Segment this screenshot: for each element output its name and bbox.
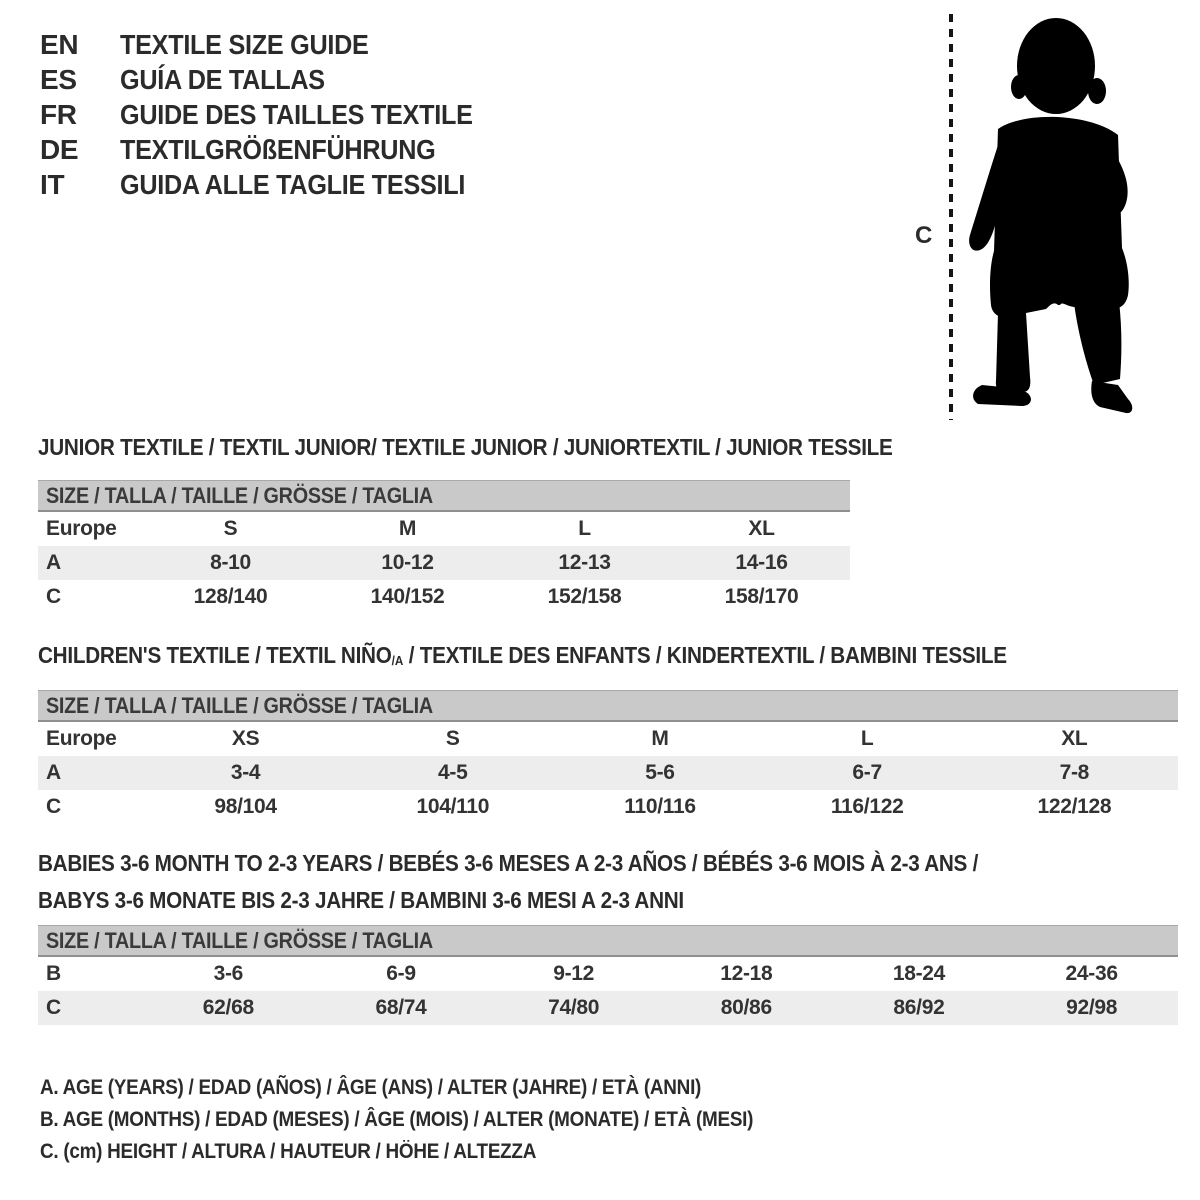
- size-value: S: [445, 727, 460, 750]
- guide-title-en: TEXTILE SIZE GUIDE: [120, 29, 369, 60]
- junior-row-europe: [38, 512, 850, 546]
- babies-row-c: [38, 991, 1178, 1025]
- size-header-label: SIZE / TALLA / TAILLE / GRÖSSE / TAGLIA: [46, 482, 433, 508]
- size-value: 6-9: [386, 962, 416, 985]
- row-label: B: [46, 962, 61, 985]
- language-code: DE: [40, 134, 79, 165]
- title-text: / TEXTILE DES ENFANTS / KINDERTEXTIL / BAMBINI TESSILE: [403, 642, 1007, 668]
- language-row-fr: [40, 97, 512, 132]
- size-value: 140/152: [370, 585, 445, 608]
- size-header-label: SIZE / TALLA / TAILLE / GRÖSSE / TAGLIA: [46, 927, 433, 953]
- toddler-silhouette-shape: [969, 18, 1132, 413]
- size-header-bar: [38, 690, 1178, 722]
- size-value: 10-12: [381, 551, 434, 574]
- size-value: 12-18: [720, 962, 773, 985]
- title-subscript: /A: [391, 653, 404, 668]
- children-row-c: [38, 790, 1178, 824]
- row-label: A: [46, 551, 61, 574]
- size-value: 98/104: [214, 795, 277, 818]
- size-value: 4-5: [438, 761, 468, 784]
- children-textile-section: [38, 642, 1178, 824]
- size-value: 18-24: [892, 962, 946, 985]
- guide-title-it: GUIDA ALLE TAGLIE TESSILI: [120, 169, 466, 200]
- legend-line-a: A. AGE (YEARS) / EDAD (AÑOS) / ÂGE (ANS) / ALTER (JAHRE) / ETÀ (ANNI): [40, 1076, 702, 1099]
- size-value: 158/170: [724, 585, 799, 608]
- legend-line-c: C. (cm) HEIGHT / ALTURA / HAUTEUR / HÖHE / ALTEZZA: [40, 1140, 537, 1163]
- size-value: S: [223, 517, 238, 540]
- legend-line-b: B. AGE (MONTHS) / EDAD (MESES) / ÂGE (MOIS) / ALTER (MONATE) / ETÀ (MESI): [40, 1108, 754, 1131]
- junior-row-a: [38, 546, 850, 580]
- size-value: 122/128: [1037, 795, 1112, 818]
- legend: [40, 1072, 832, 1168]
- size-value: 12-13: [558, 551, 611, 574]
- size-value: 80/86: [720, 996, 772, 1019]
- language-code: IT: [40, 169, 65, 200]
- guide-title-es: GUÍA DE TALLAS: [120, 64, 325, 95]
- size-value: 14-16: [735, 551, 788, 574]
- height-dashed-line: [949, 14, 953, 420]
- row-label: C: [46, 585, 61, 608]
- size-value: 9-12: [553, 962, 595, 985]
- guide-title-de: TEXTILGRÖßENFÜHRUNG: [120, 134, 436, 165]
- size-value: M: [651, 727, 669, 750]
- row-label: C: [46, 795, 61, 818]
- size-value: 24-36: [1065, 962, 1118, 985]
- babies-textile-section: [38, 845, 1178, 1025]
- toddler-silhouette-image: [962, 13, 1140, 418]
- language-row-en: [40, 27, 512, 62]
- row-label: A: [46, 761, 61, 784]
- table-title-line: [38, 642, 1064, 674]
- size-value: 7-8: [1059, 761, 1090, 784]
- height-measure-label: C: [915, 222, 933, 249]
- junior-row-c: [38, 580, 850, 614]
- table-title-line: BABYS 3-6 MONATE BIS 2-3 JAHRE / BAMBINI 3-6 MESI A 2-3 ANNI: [38, 887, 684, 913]
- size-value: 110/116: [624, 795, 696, 818]
- table-title-line: JUNIOR TEXTILE / TEXTIL JUNIOR/ TEXTILE JUNIOR / JUNIORTEXTIL / JUNIOR TESSILE: [38, 434, 893, 460]
- title-text: CHILDREN'S TEXTILE / TEXTIL NIÑO: [38, 642, 392, 668]
- size-value: 3-6: [213, 962, 244, 985]
- row-label: C: [46, 996, 61, 1019]
- size-value: 104/110: [416, 795, 490, 818]
- babies-table-title: [38, 845, 1178, 925]
- children-row-a: [38, 756, 1178, 790]
- language-title-list: [40, 27, 512, 202]
- guide-title-fr: GUIDE DES TAILLES TEXTILE: [120, 99, 473, 130]
- size-value: 116/122: [830, 795, 904, 818]
- row-label: Europe: [46, 727, 117, 750]
- height-figure: [905, 10, 1185, 430]
- children-table-title: [38, 642, 1178, 690]
- size-value: 8-10: [210, 551, 251, 574]
- babies-row-b: [38, 957, 1178, 991]
- size-header-bar: [38, 480, 850, 512]
- size-value: 6-7: [852, 761, 882, 784]
- size-value: 5-6: [645, 761, 675, 784]
- size-value: 62/68: [202, 996, 254, 1019]
- junior-table-title: [38, 434, 893, 480]
- size-value: XL: [748, 517, 775, 540]
- language-row-de: [40, 132, 512, 167]
- size-value: L: [860, 727, 874, 750]
- size-value: 3-4: [230, 761, 261, 784]
- row-label: Europe: [46, 517, 117, 540]
- table-title-line: BABIES 3-6 MONTH TO 2-3 YEARS / BEBÉS 3-6 MESES A 2-3 AÑOS / BÉBÉS 3-6 MOIS À 2-3 ANS /: [38, 850, 979, 876]
- language-code: FR: [40, 99, 77, 130]
- language-code: EN: [40, 29, 79, 60]
- size-value: 92/98: [1066, 996, 1118, 1019]
- size-value: 128/140: [193, 585, 268, 608]
- junior-textile-section: [38, 434, 893, 614]
- children-row-europe: [38, 722, 1178, 756]
- language-row-it: [40, 167, 512, 202]
- size-value: L: [578, 517, 591, 540]
- size-value: M: [398, 517, 417, 540]
- language-code: ES: [40, 64, 77, 95]
- size-value: XL: [1061, 727, 1088, 750]
- size-header-label: SIZE / TALLA / TAILLE / GRÖSSE / TAGLIA: [46, 692, 433, 718]
- size-header-bar: [38, 925, 1178, 957]
- size-value: 68/74: [375, 996, 427, 1019]
- size-value: 74/80: [548, 996, 600, 1019]
- size-value: XS: [231, 727, 260, 750]
- size-value: 152/158: [547, 585, 622, 608]
- size-value: 86/92: [893, 996, 945, 1019]
- language-row-es: [40, 62, 512, 97]
